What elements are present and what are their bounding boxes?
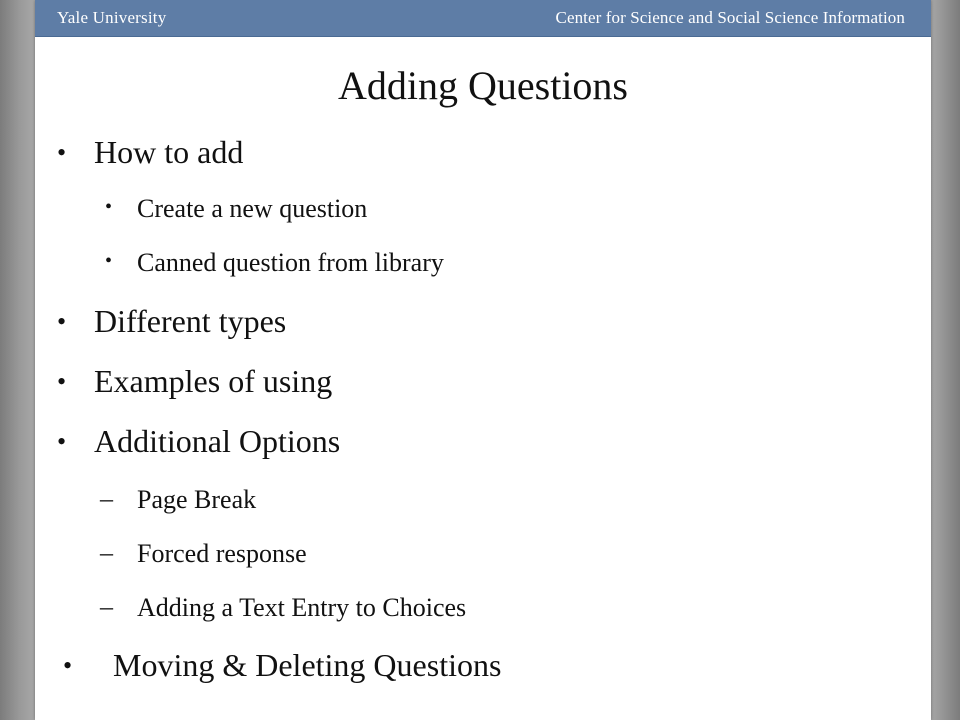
sub-item-text-entry: Adding a Text Entry to Choices	[137, 593, 467, 622]
bullet-marker: •	[57, 138, 67, 167]
header-banner	[35, 0, 931, 37]
slide	[35, 0, 931, 720]
bullet-item-additional-options: Additional Options	[94, 423, 341, 459]
dash-marker: –	[100, 592, 113, 621]
dash-marker: –	[100, 538, 113, 567]
sub-item-create-new-question: Create a new question	[137, 194, 368, 223]
bullet-marker: •	[57, 427, 67, 456]
sub-bullet-marker: •	[105, 250, 113, 272]
center-name: Center for Science and Social Science Information	[555, 8, 905, 27]
bullet-item-moving-deleting: Moving & Deleting Questions	[113, 647, 502, 683]
sub-item-forced-response: Forced response	[137, 539, 307, 568]
sub-item-canned-question: Canned question from library	[137, 248, 444, 277]
slide-title: Adding Questions	[338, 63, 628, 108]
sub-bullet-marker: •	[105, 196, 113, 218]
sub-item-page-break: Page Break	[137, 485, 257, 514]
bullet-item-how-to-add: How to add	[94, 134, 244, 170]
bullet-marker: •	[57, 307, 67, 336]
university-name: Yale University	[57, 8, 167, 27]
bullet-marker: •	[57, 367, 67, 396]
bullet-item-examples: Examples of using	[94, 363, 333, 399]
bullet-item-different-types: Different types	[94, 303, 287, 339]
dash-marker: –	[100, 484, 113, 513]
bullet-marker: •	[63, 651, 73, 680]
